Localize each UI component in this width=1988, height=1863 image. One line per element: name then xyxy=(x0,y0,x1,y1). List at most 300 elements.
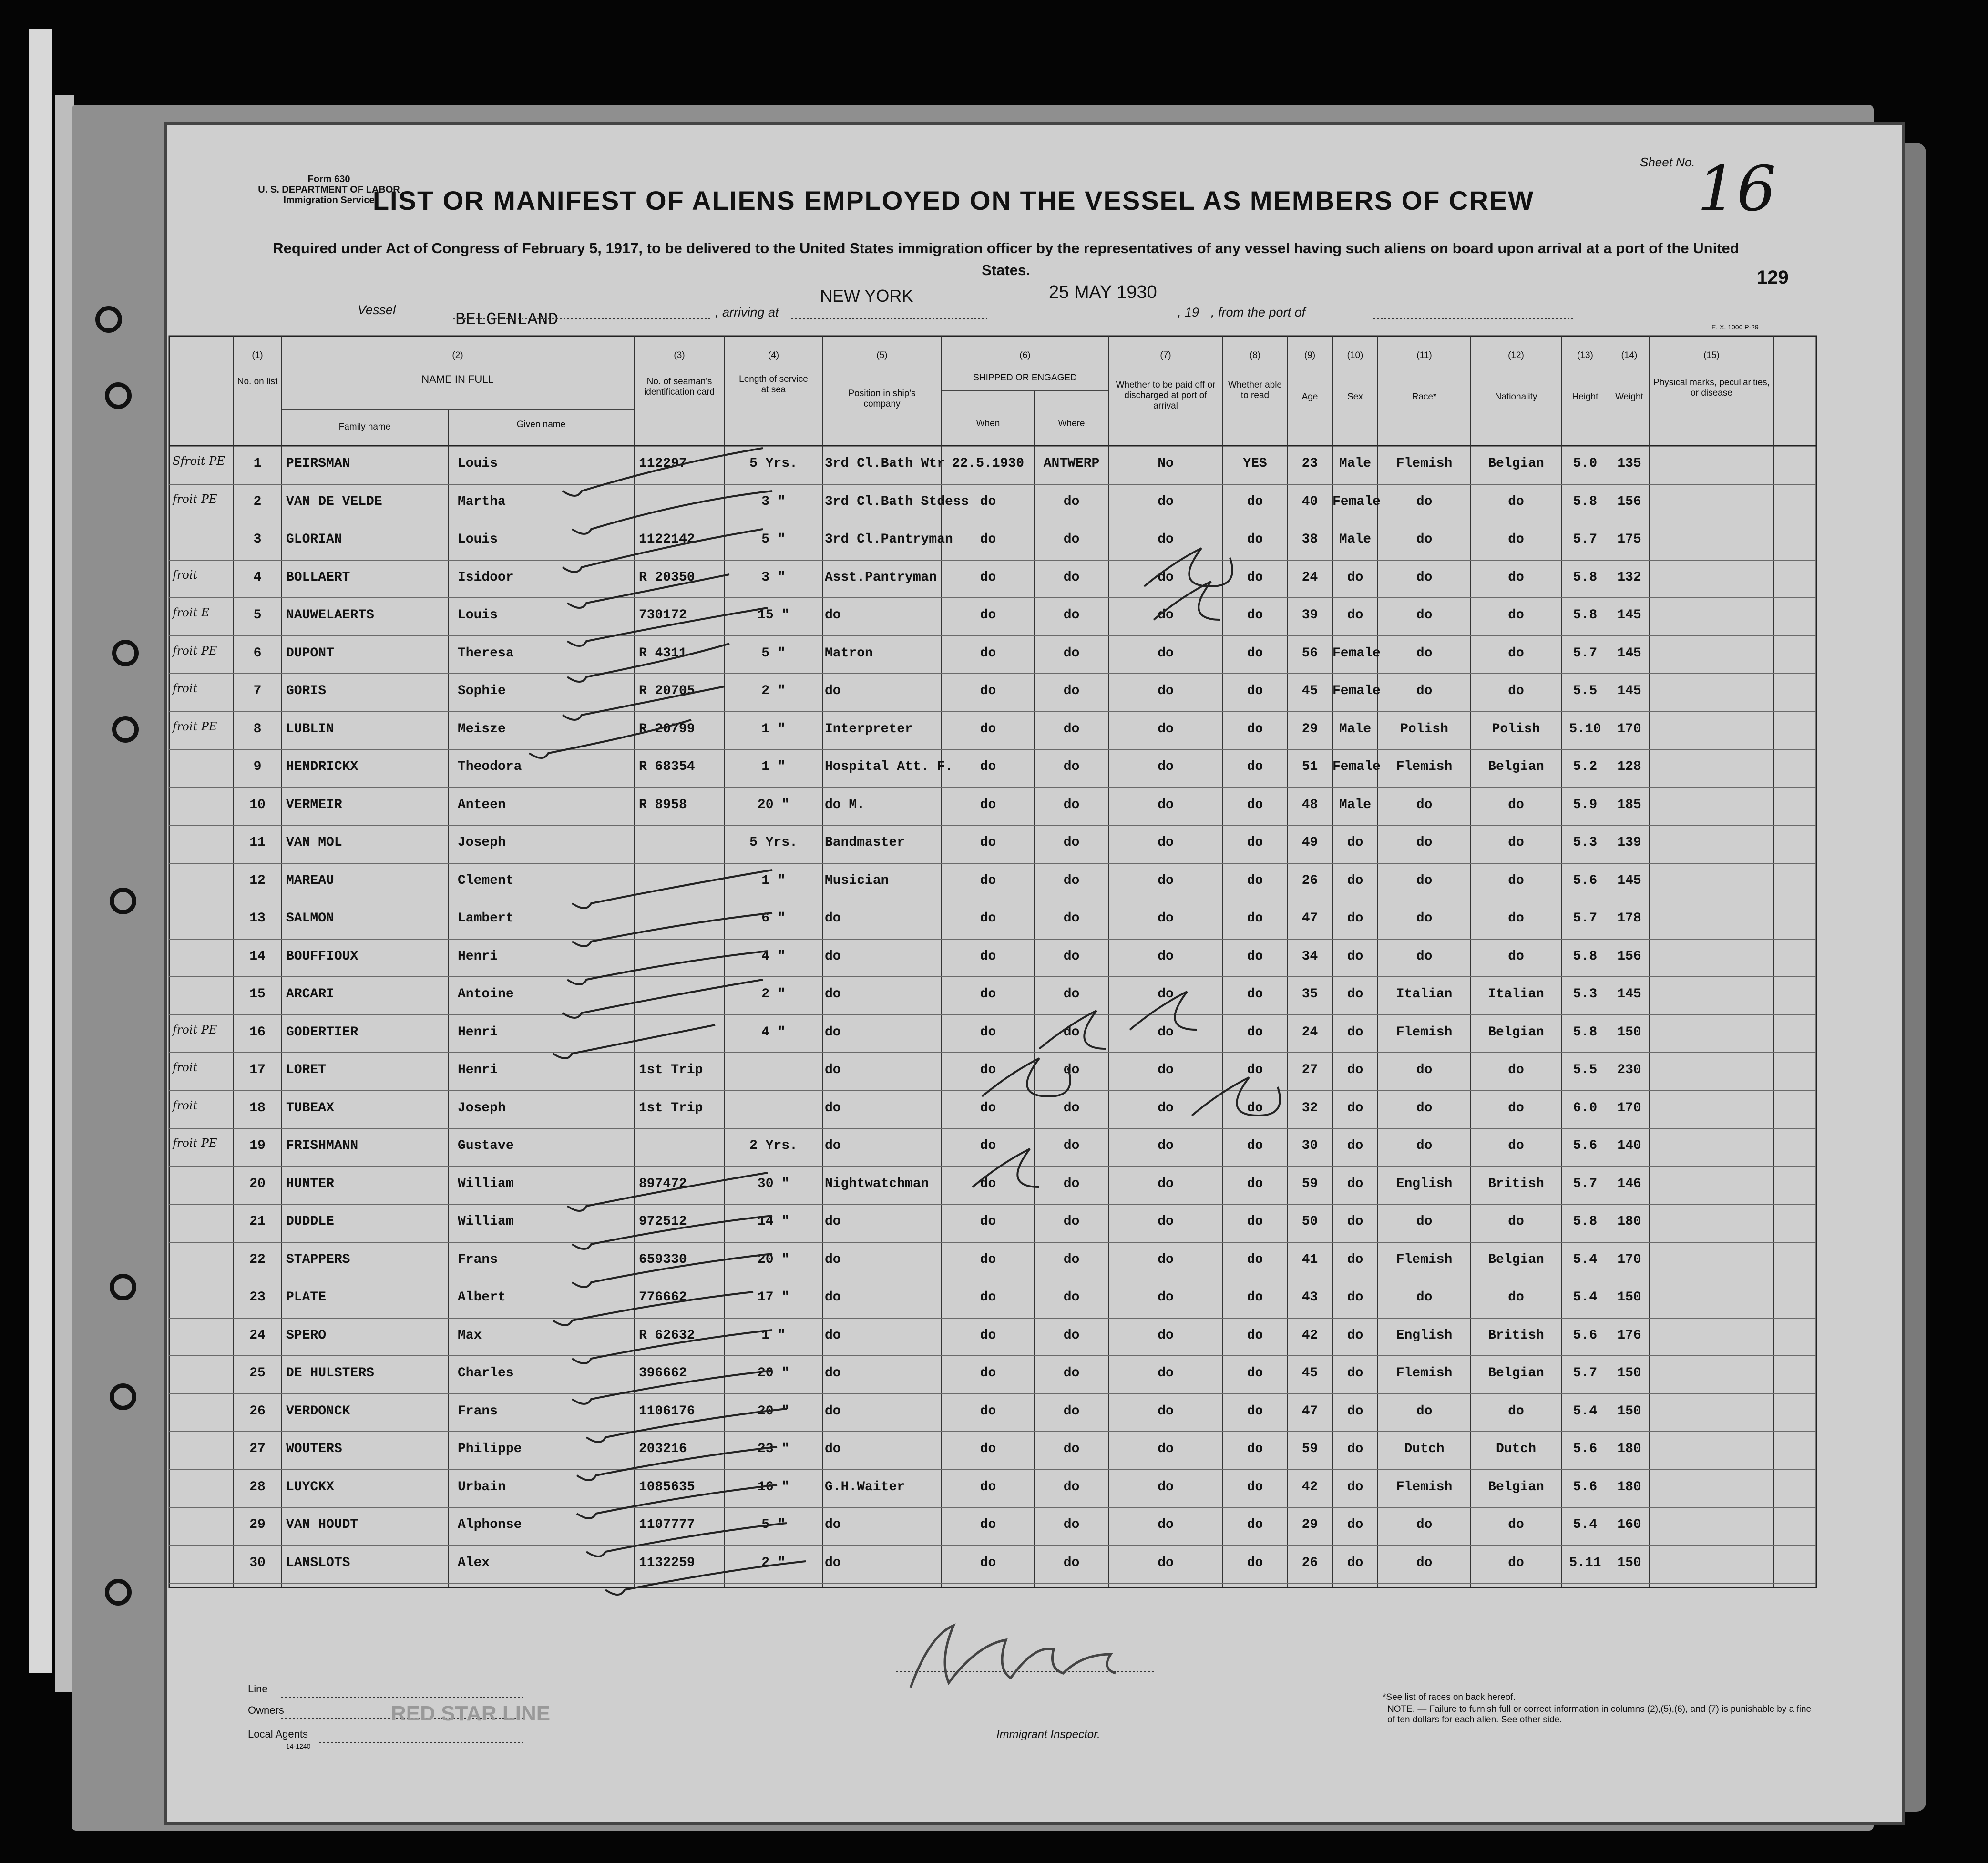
cell-height: 5.9 xyxy=(1573,797,1598,812)
document-subtitle: Required under Act of Congress of February 5, 1917, to be delivered to the United States immigration officer by the representatives of any vessel having such aliens on board upon arrival at a port of the United States. xyxy=(273,240,1739,278)
cell-nationality: do xyxy=(1508,570,1524,585)
footer-owners-label: Owners xyxy=(248,1704,284,1716)
cell-shipped-when: 22.5.1930 xyxy=(952,456,1025,471)
header-col2a: Family name xyxy=(338,422,391,432)
cell-position: do xyxy=(825,1290,841,1305)
cell-position: Asst.Pantryman xyxy=(825,570,937,585)
cell-nationality: do xyxy=(1508,532,1524,547)
cell-paid-off: do xyxy=(1158,1366,1174,1381)
cell-position: 3rd Cl.Bath Wtr xyxy=(825,456,945,471)
inspector-signature xyxy=(896,1611,1182,1716)
cell-shipped-when: do xyxy=(980,1176,996,1191)
cell-number: 21 xyxy=(249,1214,266,1229)
margin-annotation: Sfroit PE xyxy=(173,454,225,468)
cell-family-name: LORET xyxy=(286,1063,327,1077)
cell-nationality: do xyxy=(1508,1100,1524,1116)
cell-height: 5.6 xyxy=(1573,1442,1598,1456)
page-number: 129 xyxy=(1757,267,1789,288)
cell-number: 4 xyxy=(253,570,262,585)
header-col10-number: (10) xyxy=(1347,350,1363,360)
cell-paid-off: do xyxy=(1158,1517,1174,1532)
cell-shipped-when: do xyxy=(980,1138,996,1153)
cell-given-name: Max xyxy=(458,1328,482,1343)
cell-age: 23 xyxy=(1301,456,1318,471)
cell-paid-off: do xyxy=(1158,684,1174,698)
header-col7-number: (7) xyxy=(1160,350,1171,360)
cell-age: 42 xyxy=(1301,1479,1318,1494)
cell-shipped-where: do xyxy=(1063,1328,1080,1343)
cell-nationality: Dutch xyxy=(1496,1442,1536,1456)
cell-weight: 150 xyxy=(1617,1403,1641,1419)
cell-given-name: Henri xyxy=(458,949,498,964)
cell-age: 47 xyxy=(1301,1403,1318,1419)
cell-paid-off: do xyxy=(1158,1214,1174,1229)
cell-paid-off: do xyxy=(1158,835,1174,850)
cell-seaman-card: 396662 xyxy=(639,1366,687,1381)
document-title: LIST OR MANIFEST OF ALIENS EMPLOYED ON THE VESSEL AS MEMBERS OF CREW xyxy=(372,185,1535,215)
cell-height: 5.5 xyxy=(1573,684,1598,698)
cell-paid-off: do xyxy=(1158,494,1174,509)
cell-given-name: Henri xyxy=(458,1063,498,1077)
cell-height: 6.0 xyxy=(1573,1100,1598,1116)
cell-length-of-service: 20 " xyxy=(757,797,790,812)
cell-age: 40 xyxy=(1301,494,1318,509)
cell-sex: do xyxy=(1347,1176,1363,1191)
cell-position: do xyxy=(825,1063,841,1077)
header-col11: Race* xyxy=(1412,392,1437,402)
cell-position: do xyxy=(825,1366,841,1381)
cell-seaman-card: 1107777 xyxy=(639,1517,695,1532)
cell-shipped-where: do xyxy=(1063,1517,1080,1532)
cell-age: 26 xyxy=(1301,873,1318,888)
cell-nationality: do xyxy=(1508,911,1524,926)
cell-position: do M. xyxy=(825,797,865,812)
margin-annotation: froit PE xyxy=(173,1023,217,1036)
cell-weight: 150 xyxy=(1617,1555,1641,1570)
cell-nationality: do xyxy=(1508,608,1524,623)
cell-given-name: Clement xyxy=(458,873,514,888)
cell-shipped-where: do xyxy=(1063,1252,1080,1267)
cell-sex: do xyxy=(1347,1479,1363,1494)
cell-race: Flemish xyxy=(1396,1252,1453,1267)
cell-family-name: PEIRSMAN xyxy=(286,456,350,471)
cell-weight: 150 xyxy=(1617,1024,1641,1040)
cell-paid-off: do xyxy=(1158,721,1174,737)
cell-age: 49 xyxy=(1301,835,1318,850)
cell-nationality: British xyxy=(1488,1176,1544,1191)
cell-race: do xyxy=(1416,570,1433,585)
cell-nationality: do xyxy=(1508,1214,1524,1229)
cell-able-to-read: do xyxy=(1247,494,1263,509)
form-number: Form 630 xyxy=(307,174,350,184)
header-col13: Height xyxy=(1572,392,1599,402)
cell-race: do xyxy=(1416,684,1433,698)
cell-height: 5.7 xyxy=(1573,1176,1598,1191)
cell-shipped-where: do xyxy=(1063,1290,1080,1305)
cell-given-name: Frans xyxy=(458,1403,498,1419)
cell-shipped-when: do xyxy=(980,911,996,926)
cell-family-name: TUBEAX xyxy=(286,1100,334,1116)
cell-given-name: Anteen xyxy=(458,797,506,812)
cell-shipped-when: do xyxy=(980,987,996,1002)
cell-weight: 139 xyxy=(1617,835,1641,850)
cell-able-to-read: do xyxy=(1247,684,1263,698)
cell-paid-off: do xyxy=(1158,570,1174,585)
cell-height: 5.3 xyxy=(1573,987,1598,1002)
cell-family-name: PLATE xyxy=(286,1290,327,1305)
cell-given-name: Sophie xyxy=(458,684,506,698)
cell-sex: do xyxy=(1347,1290,1363,1305)
cell-given-name: Lambert xyxy=(458,911,514,926)
header-col7: Whether to be paid off or discharged at port of arrival xyxy=(1116,380,1216,411)
cell-able-to-read: do xyxy=(1247,949,1263,964)
cell-number: 26 xyxy=(249,1403,266,1419)
cell-family-name: BOUFFIOUX xyxy=(286,949,359,964)
cell-able-to-read: do xyxy=(1247,987,1263,1002)
cell-length-of-service: 5 " xyxy=(761,532,786,547)
cell-family-name: ARCARI xyxy=(286,987,334,1002)
cell-height: 5.6 xyxy=(1573,1138,1598,1153)
cell-nationality: do xyxy=(1508,835,1524,850)
cell-family-name: WOUTERS xyxy=(286,1442,342,1456)
cell-weight: 180 xyxy=(1617,1442,1641,1456)
cell-number: 28 xyxy=(249,1479,266,1494)
cell-shipped-where: do xyxy=(1063,1176,1080,1191)
header-col3-number: (3) xyxy=(674,350,685,360)
cell-age: 59 xyxy=(1301,1442,1318,1456)
cell-nationality: Italian xyxy=(1488,987,1544,1002)
cell-age: 59 xyxy=(1301,1176,1318,1191)
cell-weight: 185 xyxy=(1617,797,1641,812)
cell-number: 12 xyxy=(249,873,266,888)
cell-age: 43 xyxy=(1301,1290,1318,1305)
cell-race: do xyxy=(1416,1517,1433,1532)
cell-able-to-read: do xyxy=(1247,1063,1263,1077)
cell-height: 5.4 xyxy=(1573,1403,1598,1419)
cell-length-of-service: 20 " xyxy=(757,1403,790,1419)
cell-given-name: Antoine xyxy=(458,987,514,1002)
cell-shipped-where: do xyxy=(1063,911,1080,926)
cell-age: 32 xyxy=(1301,1100,1318,1116)
cell-shipped-where: do xyxy=(1063,1555,1080,1570)
cell-family-name: GLORIAN xyxy=(286,532,342,547)
cell-race: Flemish xyxy=(1396,759,1453,774)
inspector-label: Immigrant Inspector. xyxy=(996,1728,1100,1741)
cell-paid-off: do xyxy=(1158,1252,1174,1267)
cell-seaman-card: 1122142 xyxy=(639,532,695,547)
cell-family-name: NAUWELAERTS xyxy=(286,608,374,623)
cell-height: 5.8 xyxy=(1573,494,1598,509)
cell-nationality: do xyxy=(1508,1290,1524,1305)
cell-nationality: do xyxy=(1508,684,1524,698)
cell-paid-off: do xyxy=(1158,1555,1174,1570)
header-col5: Position in ship's company xyxy=(848,389,916,409)
cell-race: do xyxy=(1416,1403,1433,1419)
cell-height: 5.8 xyxy=(1573,1024,1598,1040)
cell-weight: 146 xyxy=(1617,1176,1641,1191)
margin-annotation: froit xyxy=(173,1061,198,1074)
header-col6: SHIPPED OR ENGAGED xyxy=(973,373,1077,383)
footer-agents-label: Local Agents xyxy=(248,1728,308,1740)
cell-weight: 145 xyxy=(1617,684,1641,698)
cell-position: 3rd Cl.Bath Stdess xyxy=(825,494,969,509)
cell-age: 35 xyxy=(1301,987,1318,1002)
cell-sex: do xyxy=(1347,1442,1363,1456)
cell-weight: 140 xyxy=(1617,1138,1641,1153)
cell-position: Bandmaster xyxy=(825,835,905,850)
cell-age: 34 xyxy=(1301,949,1318,964)
cell-able-to-read: do xyxy=(1247,645,1263,661)
cell-able-to-read: do xyxy=(1247,1252,1263,1267)
header-col4: Length of service at sea xyxy=(739,374,808,395)
cell-paid-off: do xyxy=(1158,949,1174,964)
cell-race: do xyxy=(1416,1138,1433,1153)
cell-seaman-card: R 62632 xyxy=(639,1328,695,1343)
header-col2-number: (2) xyxy=(452,350,463,360)
cell-position: do xyxy=(825,1517,841,1532)
cell-race: English xyxy=(1396,1328,1453,1343)
cell-weight: 145 xyxy=(1617,645,1641,661)
cell-paid-off: do xyxy=(1158,1024,1174,1040)
cell-position: G.H.Waiter xyxy=(825,1479,905,1494)
cell-able-to-read: do xyxy=(1247,1100,1263,1116)
cell-given-name: Joseph xyxy=(458,1100,506,1116)
cell-able-to-read: do xyxy=(1247,570,1263,585)
cell-paid-off: do xyxy=(1158,608,1174,623)
cell-position: 3rd Cl.Pantryman xyxy=(825,532,953,547)
cell-age: 45 xyxy=(1301,684,1318,698)
cell-number: 8 xyxy=(253,721,262,737)
cell-seaman-card: 730172 xyxy=(639,608,687,623)
cell-shipped-where: do xyxy=(1063,494,1080,509)
cell-age: 29 xyxy=(1301,1517,1318,1532)
cell-age: 45 xyxy=(1301,1366,1318,1381)
cell-shipped-when: do xyxy=(980,1442,996,1456)
cell-race: Italian xyxy=(1396,987,1453,1002)
footer-line-label: Line xyxy=(248,1683,268,1695)
penalty-note: NOTE. — Failure to furnish full or correct information in columns (2),(5),(6), and (7) is punishable by a fine of ten dollars for each alien. See other side. xyxy=(1387,1704,1812,1725)
cell-able-to-read: do xyxy=(1247,1138,1263,1153)
cell-age: 47 xyxy=(1301,911,1318,926)
cell-weight: 178 xyxy=(1617,911,1641,926)
cell-length-of-service: 16 " xyxy=(757,1479,790,1494)
cell-able-to-read: do xyxy=(1247,721,1263,737)
cell-nationality: do xyxy=(1508,494,1524,509)
cell-race: Polish xyxy=(1400,721,1448,737)
cell-paid-off: do xyxy=(1158,1176,1174,1191)
cell-family-name: STAPPERS xyxy=(286,1252,350,1267)
cell-position: do xyxy=(825,1024,841,1040)
cell-given-name: Philippe xyxy=(458,1442,522,1456)
cell-weight: 145 xyxy=(1617,873,1641,888)
cell-given-name: Theresa xyxy=(458,645,514,661)
cell-family-name: DUDDLE xyxy=(286,1214,334,1229)
cell-given-name: Louis xyxy=(458,532,498,547)
header-col12: Nationality xyxy=(1495,392,1537,402)
arrival-port: NEW YORK xyxy=(820,286,913,306)
cell-length-of-service: 15 " xyxy=(757,608,790,623)
margin-annotation: froit PE xyxy=(173,1136,217,1150)
cell-position: Hospital Att. F. xyxy=(825,759,953,774)
cell-length-of-service: 5 Yrs. xyxy=(749,456,798,471)
cell-weight: 135 xyxy=(1617,456,1641,471)
cell-length-of-service: 1 " xyxy=(761,1328,786,1343)
cell-position: do xyxy=(825,1442,841,1456)
cell-shipped-where: do xyxy=(1063,759,1080,774)
cell-number: 16 xyxy=(249,1024,266,1040)
cell-given-name: Meisze xyxy=(458,721,506,737)
cell-paid-off: do xyxy=(1158,1138,1174,1153)
cell-shipped-when: do xyxy=(980,532,996,547)
cell-paid-off: do xyxy=(1158,797,1174,812)
cell-height: 5.7 xyxy=(1573,645,1598,661)
cell-sex: Male xyxy=(1339,721,1372,737)
cell-number: 20 xyxy=(249,1176,266,1191)
cell-age: 41 xyxy=(1301,1252,1318,1267)
cell-age: 29 xyxy=(1301,721,1318,737)
cell-able-to-read: do xyxy=(1247,1442,1263,1456)
cell-number: 17 xyxy=(249,1063,266,1077)
header-col6b: Where xyxy=(1058,419,1085,429)
cell-sex: do xyxy=(1347,835,1363,850)
cell-age: 39 xyxy=(1301,608,1318,623)
service-name: Immigration Service xyxy=(283,195,375,205)
cell-number: 27 xyxy=(249,1442,266,1456)
cell-weight: 180 xyxy=(1617,1214,1641,1229)
cell-paid-off: do xyxy=(1158,911,1174,926)
cell-shipped-where: do xyxy=(1063,987,1080,1002)
cell-weight: 156 xyxy=(1617,949,1641,964)
cell-sex: do xyxy=(1347,1024,1363,1040)
cell-height: 5.2 xyxy=(1573,759,1598,774)
cell-given-name: Urbain xyxy=(458,1479,506,1494)
cell-race: Flemish xyxy=(1396,456,1453,471)
cell-shipped-where: do xyxy=(1063,873,1080,888)
cell-shipped-where: do xyxy=(1063,608,1080,623)
cell-number: 11 xyxy=(249,835,266,850)
cell-age: 48 xyxy=(1301,797,1318,812)
cell-weight: 170 xyxy=(1617,1100,1641,1116)
cell-position: do xyxy=(825,684,841,698)
cell-race: English xyxy=(1396,1176,1453,1191)
cell-seaman-card: R 20350 xyxy=(639,570,695,585)
cell-weight: 145 xyxy=(1617,608,1641,623)
cell-seaman-card: R 8958 xyxy=(639,797,687,812)
cell-height: 5.7 xyxy=(1573,1366,1598,1381)
cell-able-to-read: do xyxy=(1247,759,1263,774)
header-col9: Age xyxy=(1301,392,1318,402)
cell-age: 50 xyxy=(1301,1214,1318,1229)
cell-shipped-where: do xyxy=(1063,1479,1080,1494)
cell-height: 5.6 xyxy=(1573,873,1598,888)
cell-able-to-read: do xyxy=(1247,1214,1263,1229)
cell-weight: 175 xyxy=(1617,532,1641,547)
header-col15: Physical marks, peculiarities, or disease xyxy=(1653,378,1770,398)
cell-weight: 150 xyxy=(1617,1290,1641,1305)
cell-position: do xyxy=(825,911,841,926)
cell-race: do xyxy=(1416,797,1433,812)
cell-seaman-card: 1106176 xyxy=(639,1403,695,1419)
cell-number: 18 xyxy=(249,1100,266,1116)
cell-family-name: VAN MOL xyxy=(286,835,342,850)
cell-sex: do xyxy=(1347,1517,1363,1532)
cell-length-of-service: 23 " xyxy=(757,1442,790,1456)
cell-family-name: GORIS xyxy=(286,684,327,698)
cell-sex: do xyxy=(1347,987,1363,1002)
cell-given-name: William xyxy=(458,1214,514,1229)
cell-given-name: Albert xyxy=(458,1290,506,1305)
cell-able-to-read: do xyxy=(1247,1328,1263,1343)
header-col11-number: (11) xyxy=(1416,350,1432,360)
cell-weight: 176 xyxy=(1617,1328,1641,1343)
cell-number: 9 xyxy=(253,759,262,774)
cell-sex: do xyxy=(1347,911,1363,926)
cell-nationality: do xyxy=(1508,1403,1524,1419)
margin-annotation: froit E xyxy=(173,606,210,619)
cell-race: do xyxy=(1416,911,1433,926)
arrival-date-stamp: 25 MAY 1930 xyxy=(1049,282,1157,302)
cell-paid-off: do xyxy=(1158,532,1174,547)
cell-shipped-when: do xyxy=(980,759,996,774)
cell-able-to-read: do xyxy=(1247,1024,1263,1040)
cell-shipped-where: do xyxy=(1063,1063,1080,1077)
cell-number: 25 xyxy=(249,1366,266,1381)
cell-age: 24 xyxy=(1301,570,1318,585)
cell-position: do xyxy=(825,1328,841,1343)
cell-height: 5.6 xyxy=(1573,1479,1598,1494)
header-col8: Whether able to read xyxy=(1228,380,1282,400)
cell-length-of-service: 4 " xyxy=(761,1024,786,1040)
cell-seaman-card: R 20799 xyxy=(639,721,695,737)
margin-annotation: froit PE xyxy=(173,644,217,657)
cell-seaman-card: 1st Trip xyxy=(639,1100,703,1116)
cell-family-name: LUBLIN xyxy=(286,721,334,737)
cell-given-name: Frans xyxy=(458,1252,498,1267)
cell-sex: do xyxy=(1347,1403,1363,1419)
cell-able-to-read: do xyxy=(1247,1517,1263,1532)
header-col1: No. on list xyxy=(237,377,278,387)
cell-shipped-when: do xyxy=(980,873,996,888)
vessel-name: BELGENLAND xyxy=(455,310,559,329)
cell-weight: 156 xyxy=(1617,494,1641,509)
cell-shipped-when: do xyxy=(980,797,996,812)
cell-nationality: Belgian xyxy=(1488,1479,1544,1494)
cell-able-to-read: do xyxy=(1247,1479,1263,1494)
cell-shipped-where: ANTWERP xyxy=(1043,456,1100,471)
cell-number: 2 xyxy=(253,494,262,509)
cell-sex: Female xyxy=(1332,645,1381,661)
cell-position: do xyxy=(825,1100,841,1116)
cell-position: do xyxy=(825,1403,841,1419)
form-code: E. X. 1000 P-29 xyxy=(1711,323,1759,331)
cell-height: 5.8 xyxy=(1573,570,1598,585)
header-col12-number: (12) xyxy=(1508,350,1524,360)
cell-shipped-where: do xyxy=(1063,797,1080,812)
cell-shipped-where: do xyxy=(1063,532,1080,547)
cell-weight: 150 xyxy=(1617,1366,1641,1381)
sheet-number-label: Sheet No. xyxy=(1640,155,1695,169)
cell-nationality: do xyxy=(1508,645,1524,661)
cell-number: 22 xyxy=(249,1252,266,1267)
cell-given-name: Theodora xyxy=(458,759,522,774)
cell-seaman-card: 659330 xyxy=(639,1252,687,1267)
cell-length-of-service: 3 " xyxy=(761,494,786,509)
cell-family-name: DE HULSTERS xyxy=(286,1366,374,1381)
header-col6-number: (6) xyxy=(1019,350,1031,360)
cell-paid-off: do xyxy=(1158,1328,1174,1343)
cell-length-of-service: 6 " xyxy=(761,911,786,926)
from-port-label: , from the port of xyxy=(1211,305,1306,319)
